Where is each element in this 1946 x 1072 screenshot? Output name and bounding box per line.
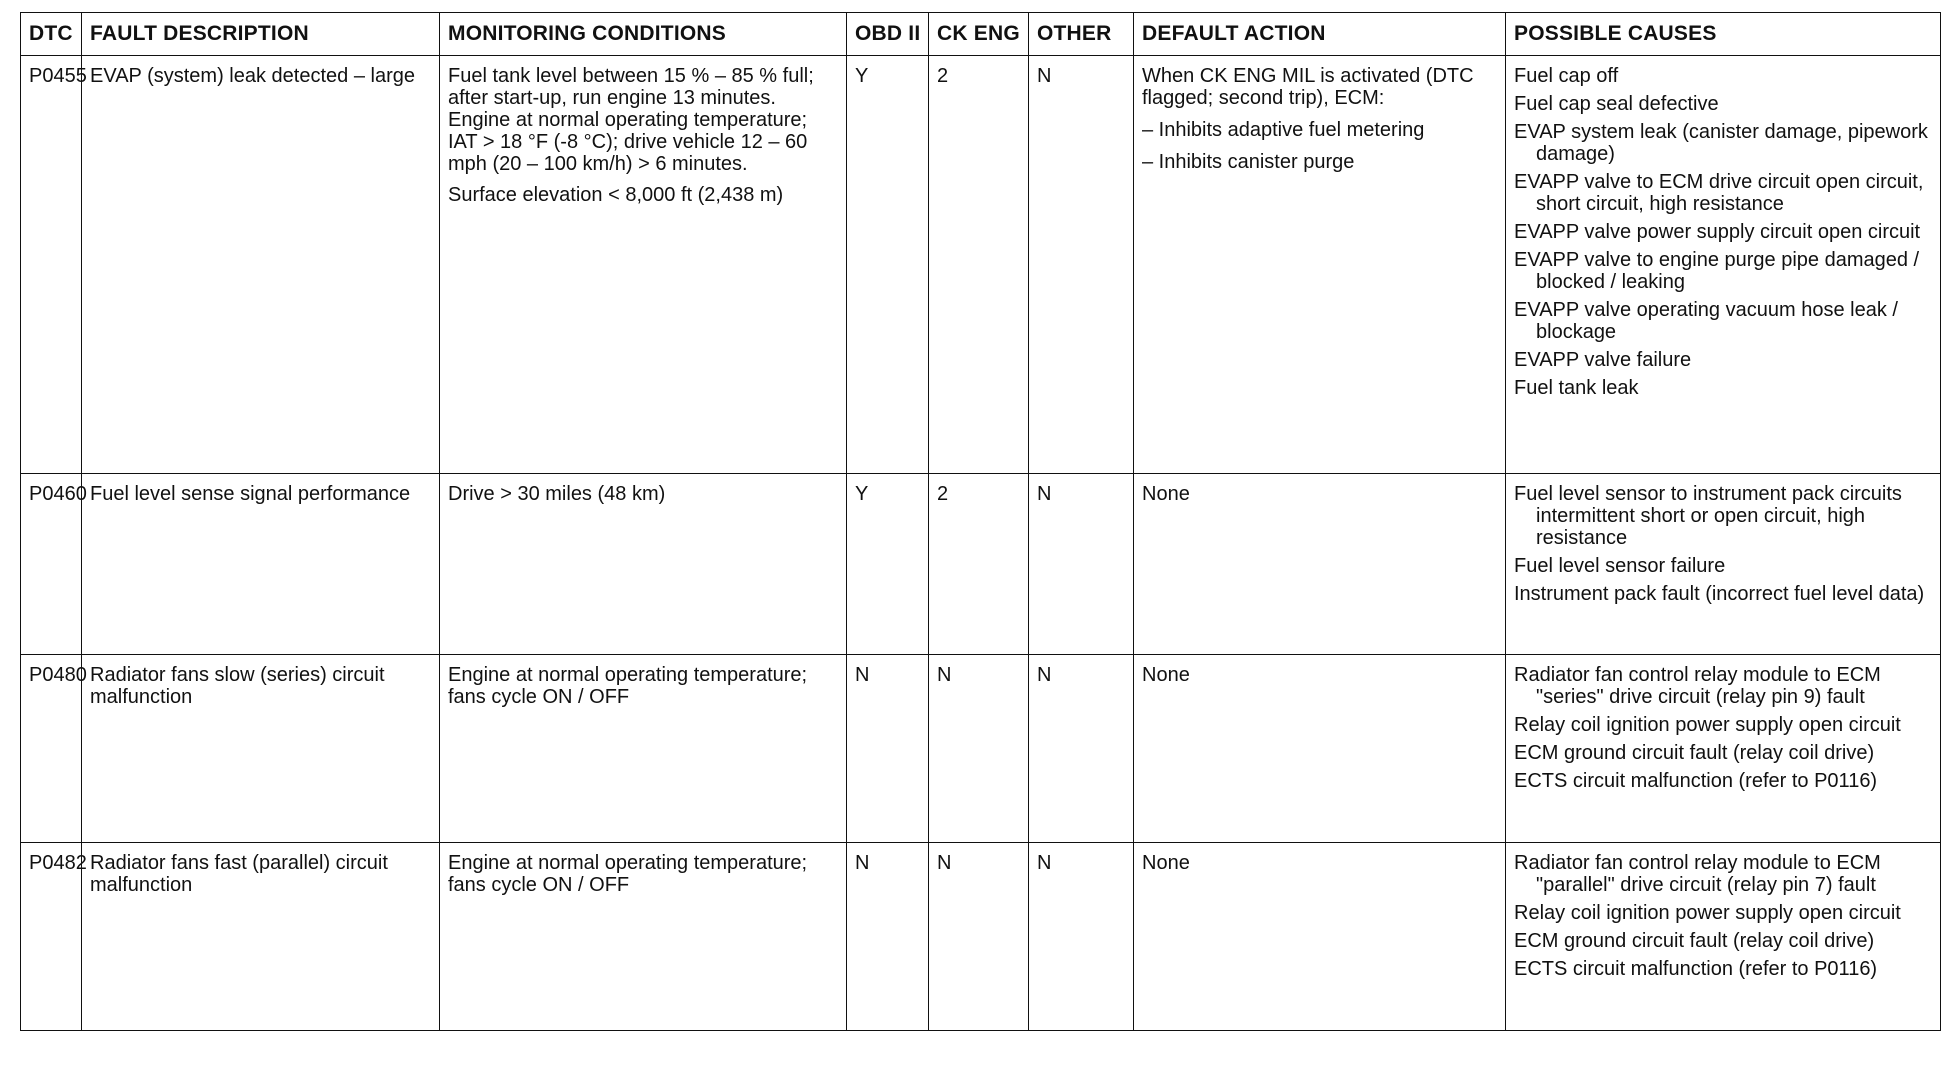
header-fault-description: FAULT DESCRIPTION (82, 13, 440, 56)
default-action-text: None (1142, 664, 1190, 686)
cause-item: ECTS circuit malfunction (refer to P0116) (1514, 958, 1878, 980)
cause-item: Radiator fan control relay module to ECM "series" drive circuit (relay pin 9) fault (1514, 664, 1881, 708)
cause-item: Fuel cap seal defective (1514, 93, 1719, 115)
possible-causes (1506, 843, 1941, 1031)
header-default-action: DEFAULT ACTION (1134, 13, 1506, 56)
fault-description: Radiator fans slow (series) circuit malfunction (82, 655, 440, 843)
header-other: OTHER (1029, 13, 1134, 56)
table-row (21, 474, 1941, 655)
obd-value: N (847, 843, 929, 1031)
header-row (21, 13, 1941, 56)
other-value: N (1029, 655, 1134, 843)
default-action (1134, 655, 1506, 843)
cause-item: Relay coil ignition power supply open circuit (1514, 714, 1901, 736)
fault-description: Fuel level sense signal performance (82, 474, 440, 655)
default-action (1134, 474, 1506, 655)
monitoring-text: Surface elevation < 8,000 ft (2,438 m) (448, 184, 784, 206)
monitoring-conditions (440, 56, 847, 474)
cause-item: Fuel cap off (1514, 65, 1619, 87)
cause-item: EVAPP valve to ECM drive circuit open circuit, short circuit, high resistance (1514, 171, 1924, 215)
possible-causes (1506, 655, 1941, 843)
table-row (21, 56, 1941, 474)
obd-value: N (847, 655, 929, 843)
cause-item: Fuel tank leak (1514, 377, 1639, 399)
monitoring-text: Engine at normal operating temperature; fans cycle ON / OFF (448, 852, 808, 896)
table-row (21, 843, 1941, 1031)
fault-description: Radiator fans fast (parallel) circuit malfunction (82, 843, 440, 1031)
cause-item: ECM ground circuit fault (relay coil drive) (1514, 930, 1875, 952)
cause-item: Fuel level sensor failure (1514, 555, 1726, 577)
cause-item: Relay coil ignition power supply open circuit (1514, 902, 1901, 924)
cause-item: EVAPP valve to engine purge pipe damaged / blocked / leaking (1514, 249, 1920, 293)
monitoring-text: Fuel tank level between 15 % – 85 % full; after start-up, run engine 13 minutes. Engine at normal operating temperature; IAT > 18 °F (-8 °C); drive vehicle 12 – 60 mph (20 – 100 km/h) > 6 minutes. (448, 65, 814, 175)
header-monitoring-conditions: MONITORING CONDITIONS (440, 13, 847, 56)
header-dtc: DTC (21, 13, 82, 56)
monitoring-conditions (440, 655, 847, 843)
other-value: N (1029, 843, 1134, 1031)
possible-causes (1506, 474, 1941, 655)
ck-eng-value: N (929, 843, 1029, 1031)
dtc-code: P0482 (21, 843, 82, 1031)
cause-item: Radiator fan control relay module to ECM "parallel" drive circuit (relay pin 7) fault (1514, 852, 1881, 896)
default-action-text: – Inhibits adaptive fuel metering (1142, 119, 1425, 141)
default-action-text: – Inhibits canister purge (1142, 151, 1355, 173)
other-value: N (1029, 474, 1134, 655)
default-action-text: When CK ENG MIL is activated (DTC flagged; second trip), ECM: (1142, 65, 1474, 109)
dtc-code: P0480 (21, 655, 82, 843)
default-action (1134, 843, 1506, 1031)
dtc-table (20, 12, 1941, 1031)
cause-item: ECTS circuit malfunction (refer to P0116) (1514, 770, 1878, 792)
monitoring-text: Engine at normal operating temperature; fans cycle ON / OFF (448, 664, 808, 708)
monitoring-conditions (440, 474, 847, 655)
monitoring-text: Drive > 30 miles (48 km) (448, 483, 666, 505)
header-possible-causes: POSSIBLE CAUSES (1506, 13, 1941, 56)
possible-causes (1506, 56, 1941, 474)
obd-value: Y (847, 56, 929, 474)
default-action (1134, 56, 1506, 474)
cause-item: EVAPP valve power supply circuit open circuit (1514, 221, 1921, 243)
cause-item: EVAP system leak (canister damage, pipework damage) (1514, 121, 1928, 165)
table-row (21, 655, 1941, 843)
cause-item: Instrument pack fault (incorrect fuel level data) (1514, 583, 1925, 605)
ck-eng-value: 2 (929, 56, 1029, 474)
cause-item: EVAPP valve failure (1514, 349, 1692, 371)
default-action-text: None (1142, 852, 1190, 874)
header-ck-eng: CK ENG (929, 13, 1029, 56)
obd-value: Y (847, 474, 929, 655)
ck-eng-value: N (929, 655, 1029, 843)
dtc-code: P0460 (21, 474, 82, 655)
cause-item: ECM ground circuit fault (relay coil drive) (1514, 742, 1875, 764)
cause-item: Fuel level sensor to instrument pack circuits intermittent short or open circuit, high resistance (1514, 483, 1902, 549)
cause-item: EVAPP valve operating vacuum hose leak / blockage (1514, 299, 1898, 343)
header-obd: OBD II (847, 13, 929, 56)
fault-description: EVAP (system) leak detected – large (82, 56, 440, 474)
ck-eng-value: 2 (929, 474, 1029, 655)
other-value: N (1029, 56, 1134, 474)
default-action-text: None (1142, 483, 1190, 505)
monitoring-conditions (440, 843, 847, 1031)
dtc-code: P0455 (21, 56, 82, 474)
